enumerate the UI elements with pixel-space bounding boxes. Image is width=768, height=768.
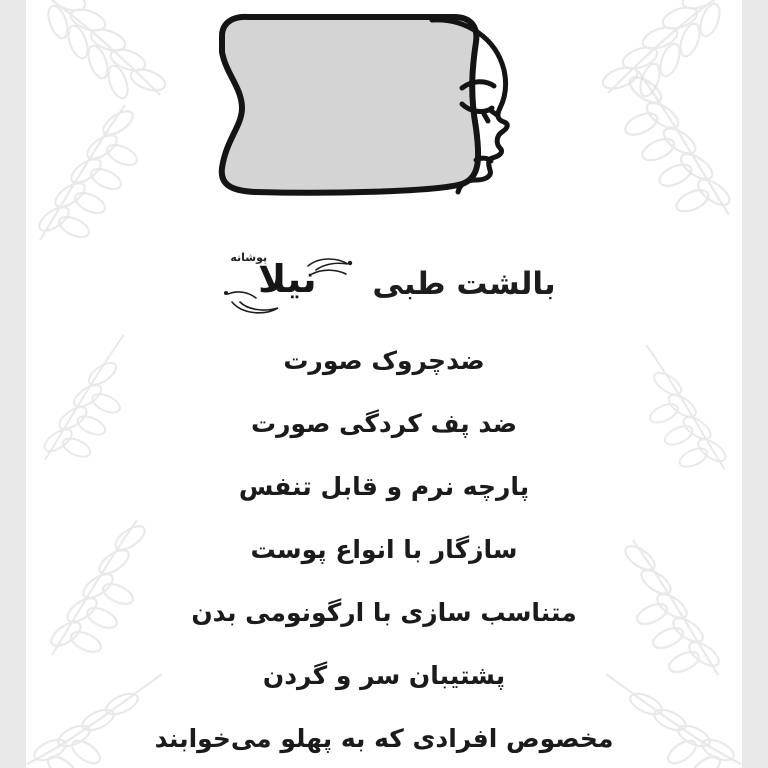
list-item: متناسب سازی با ارگونومی بدن (191, 598, 577, 627)
pillow-face-icon (204, 8, 564, 230)
list-item: مخصوص افرادی که به پهلو می‌خوابند (154, 724, 614, 753)
brand-logo (212, 248, 362, 320)
page-title: بالشت طبی (372, 265, 556, 302)
leaf-icon (40, 0, 190, 110)
logo-superscript: پوشانه (230, 251, 268, 264)
feature-list (0, 348, 768, 751)
brand-row (0, 248, 768, 320)
leaf-icon (30, 95, 160, 245)
leaf-icon (600, 60, 740, 220)
list-item: پشتیبان سر و گردن (262, 661, 506, 690)
logo-wordmark: نیلا (258, 257, 317, 301)
product-illustration (204, 8, 564, 230)
list-item: ضدچروک صورت (283, 346, 485, 375)
leaf-icon (578, 0, 728, 108)
list-item: ضد پف کردگی صورت (251, 409, 517, 438)
list-item: سازگار با انواع پوست (250, 535, 518, 564)
list-item: پارچه نرم و قابل تنفس (238, 472, 530, 501)
